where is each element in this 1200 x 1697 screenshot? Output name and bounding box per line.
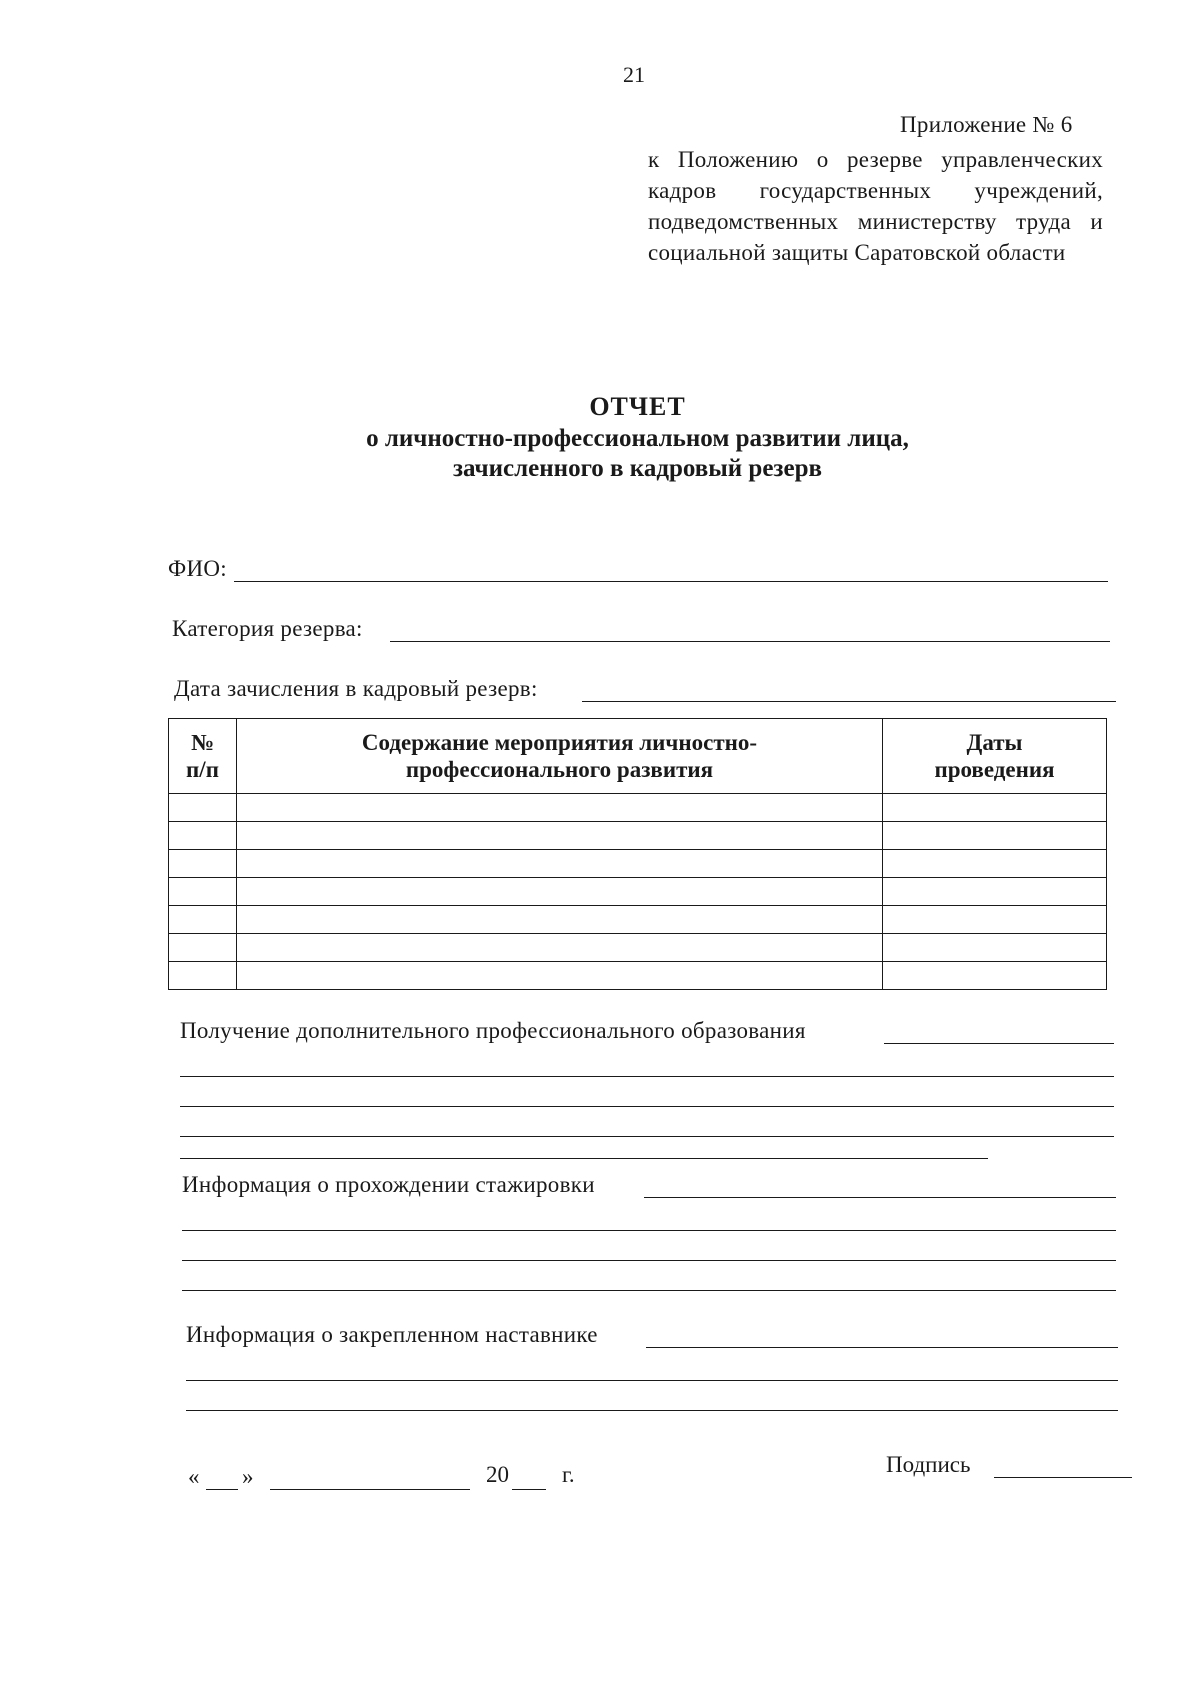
- header-content-line1: Содержание мероприятия личностно-: [361, 730, 758, 755]
- table-cell[interactable]: [169, 878, 237, 906]
- table-cell[interactable]: [883, 878, 1107, 906]
- education-line[interactable]: [180, 1136, 1114, 1137]
- internship-label: Информация о прохождении стажировки: [182, 1172, 595, 1197]
- events-table: [168, 718, 1107, 990]
- table-cell[interactable]: [237, 878, 883, 906]
- year-suffix: г.: [562, 1462, 575, 1487]
- education-label: Получение дополнительного профессионального образования: [180, 1018, 806, 1043]
- year-underline[interactable]: [512, 1489, 546, 1490]
- education-line[interactable]: [180, 1076, 1114, 1077]
- table-cell[interactable]: [237, 906, 883, 934]
- report-title: ОТЧЕТ: [589, 392, 686, 421]
- internship-underline[interactable]: [644, 1197, 1116, 1198]
- mentor-label: Информация о закрепленном наставнике: [186, 1322, 598, 1347]
- table-row: [169, 850, 1107, 878]
- report-subtitle-line1: о личностно-профессиональном развитии лица,: [366, 425, 909, 452]
- signature-underline[interactable]: [994, 1477, 1132, 1478]
- internship-line[interactable]: [182, 1290, 1116, 1291]
- quote-open: «: [188, 1464, 200, 1489]
- mentor-underline[interactable]: [646, 1347, 1118, 1348]
- table-cell[interactable]: [169, 934, 237, 962]
- header-dates: [883, 719, 1107, 794]
- header-dates-line2: проведения: [934, 757, 1055, 782]
- signature-block: [886, 1448, 1132, 1482]
- mentor-line[interactable]: [186, 1380, 1118, 1381]
- enrollment-date-underline[interactable]: [582, 701, 1116, 702]
- header-dates-line1: Даты: [966, 730, 1023, 755]
- education-line[interactable]: [180, 1158, 988, 1159]
- table-row: [169, 906, 1107, 934]
- category-underline[interactable]: [390, 641, 1110, 642]
- table-cell[interactable]: [883, 906, 1107, 934]
- mentor-section: [186, 1318, 1118, 1352]
- header-content-line2: профессионального развития: [405, 757, 714, 782]
- table-cell[interactable]: [169, 850, 237, 878]
- signature-label: Подпись: [886, 1452, 971, 1477]
- table-cell[interactable]: [237, 934, 883, 962]
- header-content: [237, 719, 883, 794]
- table-cell[interactable]: [169, 794, 237, 822]
- education-section: [180, 1014, 1114, 1048]
- report-heading: [0, 392, 1200, 484]
- table-cell[interactable]: [169, 906, 237, 934]
- fio-label: ФИО:: [168, 556, 227, 581]
- appendix-title: Приложение № 6: [900, 112, 1073, 137]
- fio-field[interactable]: [168, 552, 1108, 586]
- table-cell[interactable]: [237, 962, 883, 990]
- table-row: [169, 822, 1107, 850]
- education-line[interactable]: [180, 1106, 1114, 1107]
- table-cell[interactable]: [883, 850, 1107, 878]
- category-label: Категория резерва:: [172, 616, 363, 641]
- internship-line[interactable]: [182, 1260, 1116, 1261]
- table-cell[interactable]: [169, 822, 237, 850]
- category-field[interactable]: [172, 612, 1110, 646]
- quote-close: »: [242, 1464, 254, 1489]
- table-row: [169, 878, 1107, 906]
- enrollment-date-field[interactable]: [174, 672, 1116, 706]
- table-header-row: [169, 719, 1107, 794]
- header-number-line2: п/п: [186, 757, 219, 782]
- table-row: [169, 794, 1107, 822]
- table-cell[interactable]: [237, 850, 883, 878]
- table-cell[interactable]: [237, 794, 883, 822]
- table-row: [169, 962, 1107, 990]
- year-prefix: 20: [486, 1462, 509, 1487]
- education-underline[interactable]: [884, 1043, 1114, 1044]
- table-row: [169, 934, 1107, 962]
- internship-section: [182, 1168, 1116, 1202]
- internship-line[interactable]: [182, 1230, 1116, 1231]
- table-cell[interactable]: [883, 822, 1107, 850]
- appendix-text: к Положению о резерве управленческих кадров государственных учреждений, подведомственных министерству труда и социальной защиты Саратовской области: [648, 147, 1103, 265]
- fio-underline[interactable]: [234, 581, 1108, 582]
- table-cell[interactable]: [883, 934, 1107, 962]
- table-cell[interactable]: [169, 962, 237, 990]
- table-cell[interactable]: [883, 794, 1107, 822]
- table-cell[interactable]: [237, 822, 883, 850]
- day-underline[interactable]: [206, 1489, 238, 1490]
- mentor-line[interactable]: [186, 1410, 1118, 1411]
- table-cell[interactable]: [883, 962, 1107, 990]
- month-underline[interactable]: [270, 1489, 470, 1490]
- header-number: [169, 719, 237, 794]
- date-block: [188, 1458, 588, 1492]
- report-subtitle-line2: зачисленного в кадровый резерв: [453, 455, 822, 482]
- header-number-line1: №: [190, 730, 215, 755]
- page-number: 21: [623, 62, 645, 87]
- enrollment-date-label: Дата зачисления в кадровый резерв:: [174, 676, 538, 701]
